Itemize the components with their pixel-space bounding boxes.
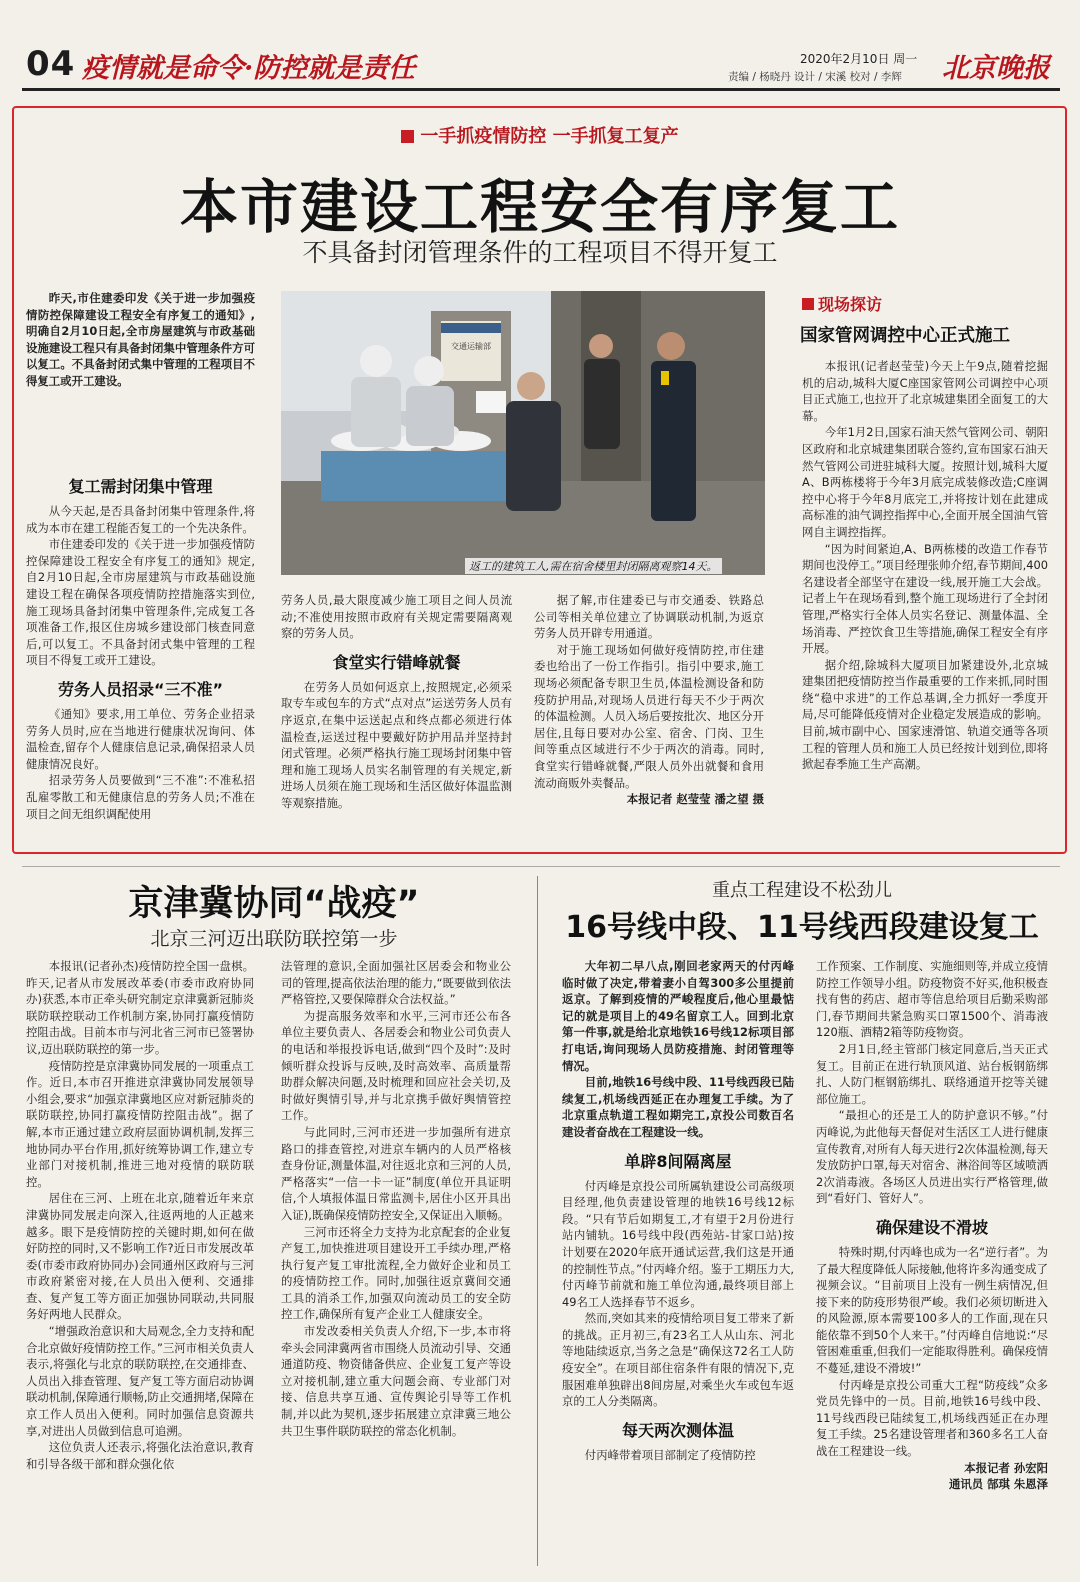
photo-illustration [281,291,765,575]
correspondent-byline: 通讯员 郜琪 朱恩泽 [948,1476,1048,1491]
paragraph: 工作预案、工作制度、实施细则等,并成立疫情防控工作领导小组。防疫物资不好买,他积极查找有售的药店、超市等信息给项目后勤采购部门,春节期间共紧急购买口罩1500个、消毒液120瓶、酒精2箱等防疫物资。 [816,959,1048,1040]
right-article-title: 16号线中段、11号线西段建设复工 [565,910,1039,945]
paragraph: 这位负责人还表示,将强化法治意识,教育和引导各级干部和群众强化依 [26,1440,254,1471]
page-number: 04 [26,44,76,84]
paragraph: 与此同时,三河市还进一步加强所有进京路口的排查管控,对进京车辆内的人员严格核查身份证,测量体温,对往返北京和三河的人员,严格落实“一信一卡一证”制度(单位开具证明信,个人填报体温日常监测卡,居住小区开具出入证),既确保疫情防控安全,又保证出入顺畅。 [281,1124,511,1222]
reporter-byline: 本报记者 孙宏阳 [964,1460,1048,1475]
sidebar-kicker-text: 现场探访 [818,295,883,314]
paragraph: 市发改委相关负责人介绍,下一步,本市将牵头会同津冀两省市围绕人员流动引导、交通通道防疫、物资储备供应、企业复工复产等设立对接机制,建立重大问题会商、专业部门对接、信息共享互通、宣传舆论引导等工作机制,并以此为契机,逐步拓展建立京津冀三地公共卫生事件联防联控的常态化机制。 [281,1324,511,1438]
paragraph: 特殊时期,付丙峰也成为一名“逆行者”。为了最大程度降低人际接触,他将许多沟通变成了视频会议。“目前项目上没有一例生病情况,但接下来的防疫形势很严峻。我们必须切断进入的风险源,原本需要100多人的工作面,现在只能依靠不到50个人来干。”付丙峰自信地说:“尽管困难重重,但我们一定能取得胜利。确保疫情不蔓延,建设不滑坡!” [816,1244,1048,1376]
paragraph: 付丙峰是京投公司重大工程“防疫线”众多党员先锋中的一员。目前,地铁16号线中段、11号线西段已陆续复工,机场线西延正在办理复工手续。25名建设管理者和360多名工人奋战在工程建设一线。 [816,1377,1048,1459]
red-square-icon [401,130,414,143]
article-column-2 [281,592,512,812]
issue-date: 2020年2月10日 周一 [800,52,918,66]
left-article-title: 京津冀协同“战疫” [128,884,420,924]
right-article-column-2 [816,958,1048,1492]
red-square-icon [802,298,814,310]
paragraph: 然而,突如其来的疫情给项目复工带来了新的挑战。正月初三,有23名工人从山东、河北等地陆续返京,当务之急是“确保这72名工人防疫安全”。在项目部住宿条件有限的情况下,克服困难单独辟出8间房屋,对乘坐火车或包车返京的工人分类隔离。 [562,1311,794,1409]
paragraph: 疫情防控是京津冀协同发展的一项重点工作。近日,本市召开推进京津冀协同发展领导小组会,要求“加强京津冀地区应对新冠肺炎的联防联控,协同打赢疫情防控阻击战”。据了解,本市正通过建立政府层面协调机制,发挥三地协同办平台作用,抓好统筹协调工作,建立专业部门对接机制,推进三地对疫情的联防联控。 [26,1058,254,1189]
lead-paragraph [26,290,255,390]
photo-caption: 返工的建筑工人,需在宿舍楼里封闭隔离观察14天。 [465,558,722,574]
paragraph: 居住在三河、上班在北京,随着近年来京津冀协同发展走向深入,往返两地的人正越来越多。眼下是疫情防控的关键时期,如何在做好防控的同时,又不影响工作?近日市发展改革委(市委市政府协同办)会同通州区政府与三河市政府紧密对接,在人员出入便利、交通排查、复产复工等方面正加强协同联动,共同服务好两地人民群众。 [26,1191,254,1322]
section-title: 每天两次测体温 [621,1420,734,1440]
paragraph: 对于施工现场如何做好疫情防控,市住建委也给出了一份工作指引。指引中要求,施工现场必须配备专职卫生员,体温检测设备和防疫防护用品,对现场人员进行每天不少于两次的体温检测。人员入场后要按批次、地区分开居住,且每日要对办公室、宿舍、门岗、卫生间等重点区域进行不少于两次的消毒。同时,食堂实行错峰就餐,严限人员外出就餐和食用流动商贩外卖餐品。 [534,642,764,790]
paragraph: “最担心的还是工人的防护意识不够。”付丙峰说,为此他每天督促对生活区工人进行健康宣传教育,对所有人每天进行2次体温检测,每天发放防护口罩,每天对宿舍、淋浴间等区域喷洒2次消毒液。各场区人员进出实行严格管理,做到“看好门、管好人”。 [816,1108,1048,1206]
paragraph: 法管理的意识,全面加强社区居委会和物业公司的管理,提高依法治理的能力,“既要做到依法严格管控,又要保障群众合法权益。” [281,959,511,1007]
paragraph: 市住建委印发的《关于进一步加强疫情防控保障建设工程安全有序复工的通知》规定,自2月10日起,全市房屋建筑与市政基础设施建设工程在确保各项疫情防控措施落实到位,施工现场具备封闭集中管理条件,完成复工各项准备工作,报区住房城乡建设部门核查同意后,可以复工。不具备封闭式集中管理的工程项目不得复工或开工建设。 [26,537,255,668]
section-title: 劳务人员招录“三不准” [57,679,224,699]
paragraph: 据介绍,除城科大厦项目加紧建设外,北京城建集团把疫情防控当作最重要的工作来抓,同时围绕“稳中求进”的工作总基调,全力抓好一季度开局,尽可能降低疫情对企业稳定发展造成的影响。目前,城市副中心、国家速滑馆、轨道交通等各项工程的管理人员和施工人员已经按计划到位,即将掀起春季施工生产高潮。 [802,657,1048,772]
section-title: 复工需封闭集中管理 [68,477,213,496]
paragraph: 大年初二早八点,刚回老家两天的付丙峰临时做了决定,带着妻小自驾300多公里提前返京。了解到疫情的严峻程度后,他心里最惦记的就是项目上的49名留京工人。回到北京第一件事,就是给北京地铁16号线12标项目部打电话,询问现场人员防疫措施、封闭管理等情况。 [562,959,794,1073]
lead-text: 昨天,市住建委印发《关于进一步加强疫情防控保障建设工程安全有序复工的通知》,明确自2月10日起,全市房屋建筑与市政基础设施建设工程只有具备封闭集中管理条件方可以复工。不具备封闭式集中管理的工程项目不得复工或开工建设。 [26,291,255,388]
paragraph: 为提高服务效率和水平,三河市还公布各单位主要负责人、各居委会和物业公司负责人的电话和举报投诉电话,做到“四个及时”:及时倾听群众投诉与反映,及时高效率、高质量帮助群众解决问题,及时梳理和回应社会关切,及时做好舆情引导,并与北京携手做好舆情管控工作。 [281,1008,511,1123]
section-title: 单辟8间隔离屋 [624,1151,732,1171]
sidebar-column [802,358,1048,773]
paragraph: 招录劳务人员要做到“三不准”:不准私招乱雇零散工和无健康信息的劳务人员;不准在项目之间无组织调配使用 [26,773,255,821]
paragraph: 本报讯(记者赵莹莹)今天上午9点,随着挖掘机的启动,城科大厦C座国家管网公司调控中心项目正式施工,也拉开了北京城建集团全面复工的大幕。 [802,359,1048,423]
left-article-column-2 [281,958,511,1439]
paragraph: 付丙峰带着项目部制定了疫情防控 [584,1447,756,1462]
paragraph: 2月1日,经主管部门核定同意后,当天正式复工。目前正在进行轨顶风道、站台板钢筋绑扎、人防门框钢筋绑扎、联络通道开挖等关键部位施工。 [816,1041,1048,1106]
masthead-logo: 北京晚报 [942,53,1050,84]
section-title: 确保建设不滑坡 [875,1217,988,1237]
kicker-text: 一手抓疫情防控 一手抓复工复产 [420,126,679,147]
article-column-3 [534,592,764,807]
left-article-column-1 [26,958,254,1472]
paragraph: 付丙峰是京投公司所属轨建设公司高级项目经理,他负责建设管理的地铁16号线12标段。“只有节后如期复工,才有望于2月份进行站内铺轨。16号线中段(西苑站-甘家口站)按计划要在2020年底开通试运营,我们这是开通的控制性节点。”付丙峰介绍。鉴于工期压力大,付丙峰节前就和施工单位沟通,最终项目部上49名工人选择春节不返乡。 [562,1178,794,1309]
news-photo [281,291,765,575]
paragraph: 据了解,市住建委已与市交通委、铁路总公司等相关单位建立了协调联动机制,为返京劳务人员开辟专用通道。 [534,593,764,641]
section-title: 食堂实行错峰就餐 [332,652,461,672]
column-divider [537,876,538,1566]
left-article-subtitle: 北京三河迈出联防联控第一步 [150,928,398,950]
photo-byline: 本报记者 赵莹莹 潘之望 摄 [626,792,764,807]
photo-sign-text: 交通运输部 [451,342,491,351]
paragraph: 三河市还将全力支持为北京配套的企业复产复工,加快推进项目建设开工手续办理,严格执行复产复工审批流程,全力做好企业和员工的疫情防控工作。同时,加强往返京冀间交通工具的消杀工作,加强双向流动员工的安全防控工作,确保所有复产企业工人健康安全。 [281,1224,511,1322]
sidebar-title: 国家管网调控中心正式施工 [800,326,1010,346]
article-kicker [0,122,1080,148]
article-subheadline: 不具备封闭管理条件的工程项目不得开复工 [302,238,778,267]
article-headline: 本市建设工程安全有序复工 [179,173,900,241]
sidebar-kicker [802,292,882,315]
paragraph: 本报讯(记者孙杰)疫情防控全国一盘棋。昨天,记者从市发展改革委(市委市政府协同办)获悉,本市正牵头研究制定京津冀新冠肺炎联防联控联动工作机制方案,协同打赢疫情防控阻击战。目前本市与河北省三河市已签署协议,迈出联防联控的第一步。 [26,959,254,1056]
right-article-column-1 [562,958,794,1463]
paragraph: 劳务人员,最大限度减少施工项目之间人员流动;不准使用按照市政府有关规定需要隔离观察的劳务人员。 [281,593,512,641]
paragraph: 从今天起,是否具备封闭集中管理条件,将成为本市在建工程能否复工的一个先决条件。 [26,504,255,535]
paragraph: 在劳务人员如何返京上,按照规定,必须采取专车或包车的方式“点对点”运送劳务人员有序返京,在集中运送起点和终点都必须进行体温检查,运送过程中要戴好防护用品并坚持封闭式管理。必须严格执行施工现场封闭集中管理和施工现场人员实名制管理的有关规定,新进场人员须在施工现场和生活区做好体温监测等观察措施。 [281,679,512,810]
paragraph: “增强政治意识和大局观念,全力支持和配合北京做好疫情防控工作。”三河市相关负责人表示,将强化与北京的联防联控,在交通排查、人员出入排查管理、复产复工等方面启动协调联动机制,保障通行顺畅,防止交通拥堵,保障在京工作人员出入便利。同时加强信息资源共享,对进出人员做到信息可追溯。 [26,1324,255,1438]
paragraph: 目前,地铁16号线中段、11号线西段已陆续复工,机场线西延正在办理复工手续。为了北京重点轨道工程如期完工,京投公司数百名建设者奋战在工程建设一线。 [562,1075,794,1139]
paragraph: 《通知》要求,用工单位、劳务企业招录劳务人员时,应在当地进行健康状况询问、体温检查,留存个人健康信息记录,确保招录人员健康情况良好。 [26,706,255,771]
paragraph: 今年1月2日,国家石油天然气管网公司、朝阳区政府和北京城建集团联合签约,宣布国家石油天然气管网公司进驻城科大厦。按照计划,城科大厦A、B两栋楼将于今年3月底完成装修改造;C座调控中心将于今年8月底完工,并将按计划在此建成高标准的油气调控指挥中心,全面开展全国油气管网自主调控指挥。 [802,425,1048,539]
paragraph: “因为时间紧迫,A、B两栋楼的改造工作春节期间也没停工。”项目经理张帅介绍,春节期间,400名建设者全部坚守在建设一线,展开施工大会战。记者上午在现场看到,整个施工现场进行了全封闭管理,严格实行全体人员实名登记、测量体温、全场消毒、严控饮食卫生等措施,确保工程安全有序开展。 [802,541,1048,656]
article-column-1 [26,474,255,822]
editor-credits: 责编 / 杨晓丹 设计 / 宋溪 校对 / 李辉 [728,71,902,83]
section-divider [22,866,1060,867]
header-rule [22,88,1060,91]
right-article-kicker: 重点工程建设不松劲儿 [712,880,892,901]
page-slogan: 疫情就是命令·防控就是责任 [82,53,416,84]
